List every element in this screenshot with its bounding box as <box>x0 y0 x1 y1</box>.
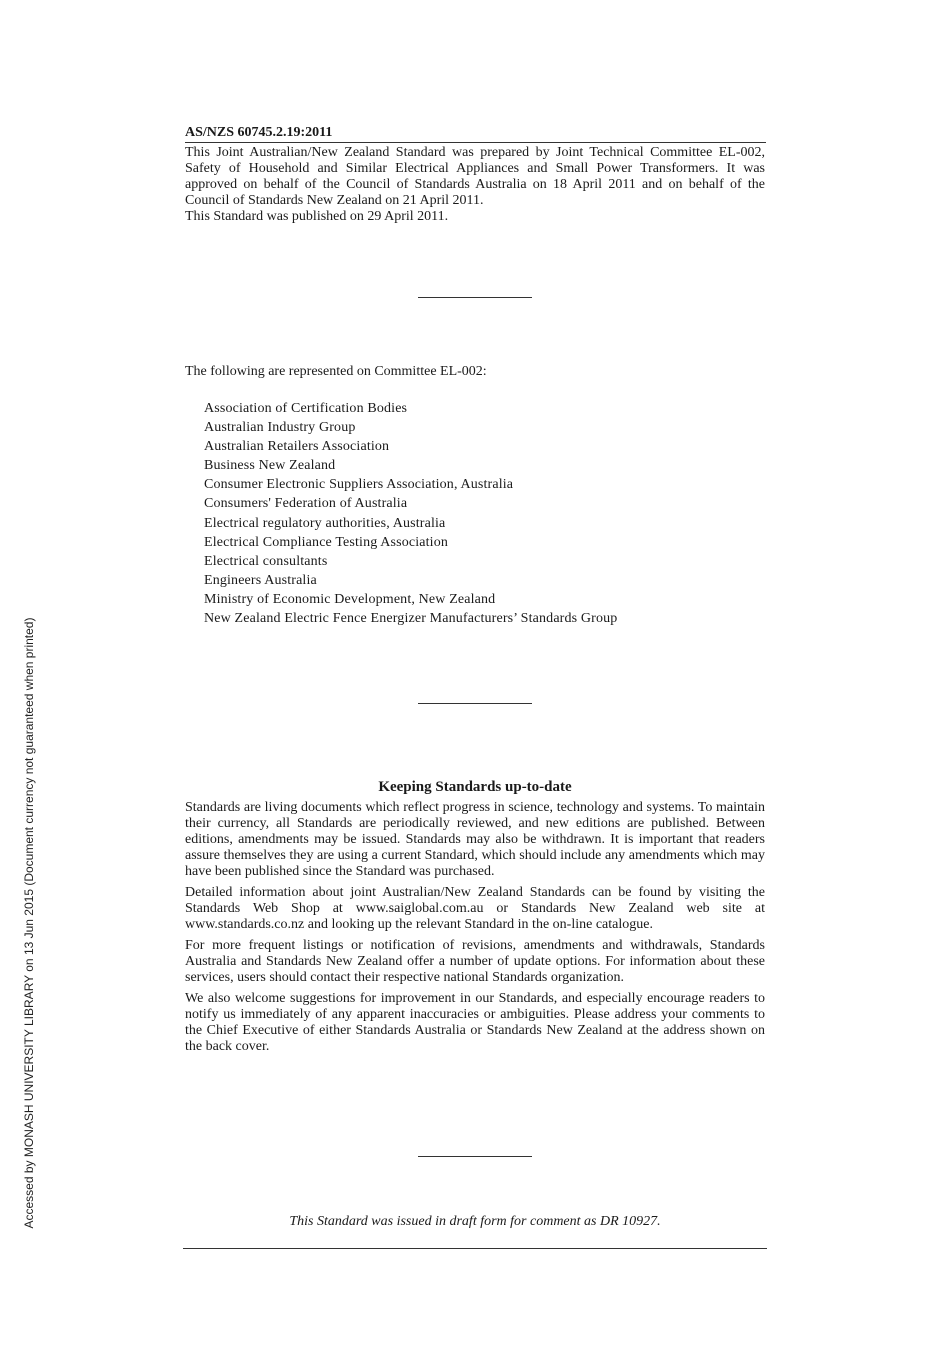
committee-member: New Zealand Electric Fence Energizer Manufacturers’ Standards Group <box>204 611 618 627</box>
body-paragraph: Detailed information about joint Australian/New Zealand Standards can be found by visiting the Standards Web Shop at www.saiglobal.com.au or Standards New Zealand web site at www.standards.co.nz and looking up the relevant Standard in the on-line catalogue. <box>185 885 765 932</box>
committee-member: Association of Certification Bodies <box>204 401 408 416</box>
body-paragraph: We also welcome suggestions for improvement in our Standards, and especially encourage readers to notify us immediately of any apparent inaccuracies or ambiguities. Please address your comments to the Chief Executive of either Standards Australia or Standards New Zealand at the address shown on the back cover. <box>185 991 765 1054</box>
committee-member-list <box>204 399 617 628</box>
standard-number-heading: AS/NZS 60745.2.19:2011 <box>185 125 766 143</box>
section-divider <box>418 1156 532 1157</box>
body-paragraph: Standards are living documents which reflect progress in science, technology and systems. To maintain their currency, all Standards are periodically reviewed, and new editions are published. Between editions, amendments may be issued. Standards may also be withdrawn. It is important that readers assure themselves they are using a current Standard, which should include any amendments which may have been published since the Standard was purchased. <box>185 800 765 879</box>
committee-member: Consumers' Federation of Australia <box>204 496 408 512</box>
committee-member: Ministry of Economic Development, New Zealand <box>204 591 496 607</box>
committee-intro: The following are represented on Committee EL-002: <box>185 364 487 379</box>
committee-member: Business New Zealand <box>204 458 336 474</box>
preparation-paragraph: This Joint Australian/New Zealand Standard was prepared by Joint Technical Committee EL-002, Safety of Household and Similar Electrical Appliances and Small Power Transformers. It was approved on behalf of the Council of Standards Australia on 18 April 2011 and on behalf of the Council of Standards New Zealand on 21 April 2011. <box>185 145 765 208</box>
committee-member: Australian Retailers Association <box>204 439 390 455</box>
committee-member: Electrical regulatory authorities, Australia <box>204 515 446 531</box>
committee-member: Engineers Australia <box>204 572 317 588</box>
committee-member: Electrical Compliance Testing Association <box>204 534 449 550</box>
access-watermark: Accessed by MONASH UNIVERSITY LIBRARY on 13 Jun 2015 (Document currency not guaranteed when printed) <box>22 617 36 1229</box>
footer-rule <box>183 1248 767 1249</box>
body-paragraph: For more frequent listings or notification of revisions, amendments and withdrawals, Standards Australia and Standards New Zealand offer a number of update options. For information about these services, users should contact their respective national Standards organization. <box>185 938 765 985</box>
committee-member: Consumer Electronic Suppliers Association, Australia <box>204 477 514 493</box>
keeping-standards-body <box>185 800 765 1060</box>
committee-member: Australian Industry Group <box>204 420 356 436</box>
draft-note: This Standard was issued in draft form for comment as DR 10927. <box>289 1214 661 1229</box>
section-divider <box>418 703 532 704</box>
publication-date-paragraph: This Standard was published on 29 April 2011. <box>185 209 449 224</box>
preparation-statement <box>185 145 765 225</box>
keeping-standards-title: Keeping Standards up-to-date <box>378 779 572 795</box>
committee-member: Electrical consultants <box>204 553 328 569</box>
section-divider <box>418 297 532 298</box>
